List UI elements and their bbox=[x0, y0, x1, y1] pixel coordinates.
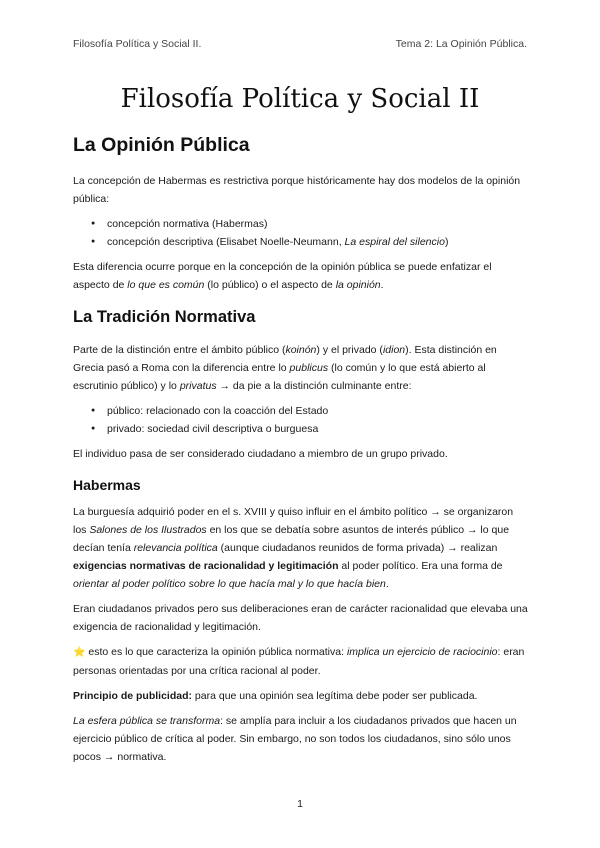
paragraph-difference: Esta diferencia ocurre porque en la concepción de la opinión pública se puede enfatizar el aspecto de lo que es común (lo público) o el aspecto de la opinión. bbox=[73, 261, 492, 291]
list-distinction bbox=[73, 402, 529, 438]
document-body bbox=[73, 134, 529, 773]
paragraph-esfera-publica: La esfera pública se transforma: se amplía para incluir a los ciudadanos privados que hacen un ejercicio público de crítica al poder. Sin embargo, no son todos los ciudadanos, sino sólo unos pocos → normativa. bbox=[73, 715, 517, 763]
paragraph-ciudadanos-privados: Eran ciudadanos privados pero sus deliberaciones eran de carácter racionalidad que elevaba una exigencia de racionalidad y legitimación. bbox=[73, 603, 528, 633]
list-item: ● privado: sociedad civil descriptiva o burguesa bbox=[91, 420, 529, 438]
list-models bbox=[73, 215, 529, 251]
paragraph-intro: La concepción de Habermas es restrictiva porque históricamente hay dos modelos de la opinión pública: bbox=[73, 175, 521, 205]
star-icon: ⭐ bbox=[73, 647, 86, 658]
list-item: ● público: relacionado con la coacción del Estado bbox=[91, 402, 529, 420]
list-item: ● concepción descriptiva (Elisabet Noelle-Neumann, La espiral del silencio) bbox=[91, 233, 529, 251]
heading-tradicion-normativa: La Tradición Normativa bbox=[73, 308, 256, 326]
page-number: 1 bbox=[297, 798, 303, 810]
paragraph-burguesia: La burguesía adquirió poder en el s. XVIII y quiso influir en el ámbito político → se organizaron los Salones de los Ilustrados en los que se debatía sobre asuntos de interés público → lo que decían tenía relevancia política (aunque ciudadanos reunidos de forma privada) → realizan exigencias normativas de racionalidad y legitimación al poder político. Era una forma de orientar al poder político sobre lo que hacía mal y lo que hacía bien. bbox=[73, 506, 514, 590]
paragraph-individuo: El individuo pasa de ser considerado ciudadano a miembro de un grupo privado. bbox=[73, 448, 448, 460]
paragraph-caracteriza: ⭐ esto es lo que caracteriza la opinión pública normativa: implica un ejercicio de raciocinio: eran personas orientadas por una crítica racional al poder. bbox=[73, 646, 525, 677]
list-item: ● concepción normativa (Habermas) bbox=[91, 215, 529, 233]
header-left: Filosofía Política y Social II. bbox=[73, 38, 202, 50]
paragraph-distincion: Parte de la distinción entre el ámbito público (koinón) y el privado (idion). Esta distinción en Grecia pasó a Roma con la diferencia entre lo publicus (lo común y lo que está abierto al escrutinio público) y lo privatus → da pie a la distinción culminante entre: bbox=[73, 344, 497, 392]
header-right: Tema 2: La Opinión Pública. bbox=[395, 38, 527, 50]
paragraph-publicidad: Principio de publicidad: para que una opinión sea legítima debe poder ser publicada. bbox=[73, 690, 478, 702]
heading-opinion-publica: La Opinión Pública bbox=[73, 134, 250, 156]
heading-habermas: Habermas bbox=[73, 477, 141, 493]
document-title: Filosofía Política y Social II bbox=[120, 84, 480, 114]
